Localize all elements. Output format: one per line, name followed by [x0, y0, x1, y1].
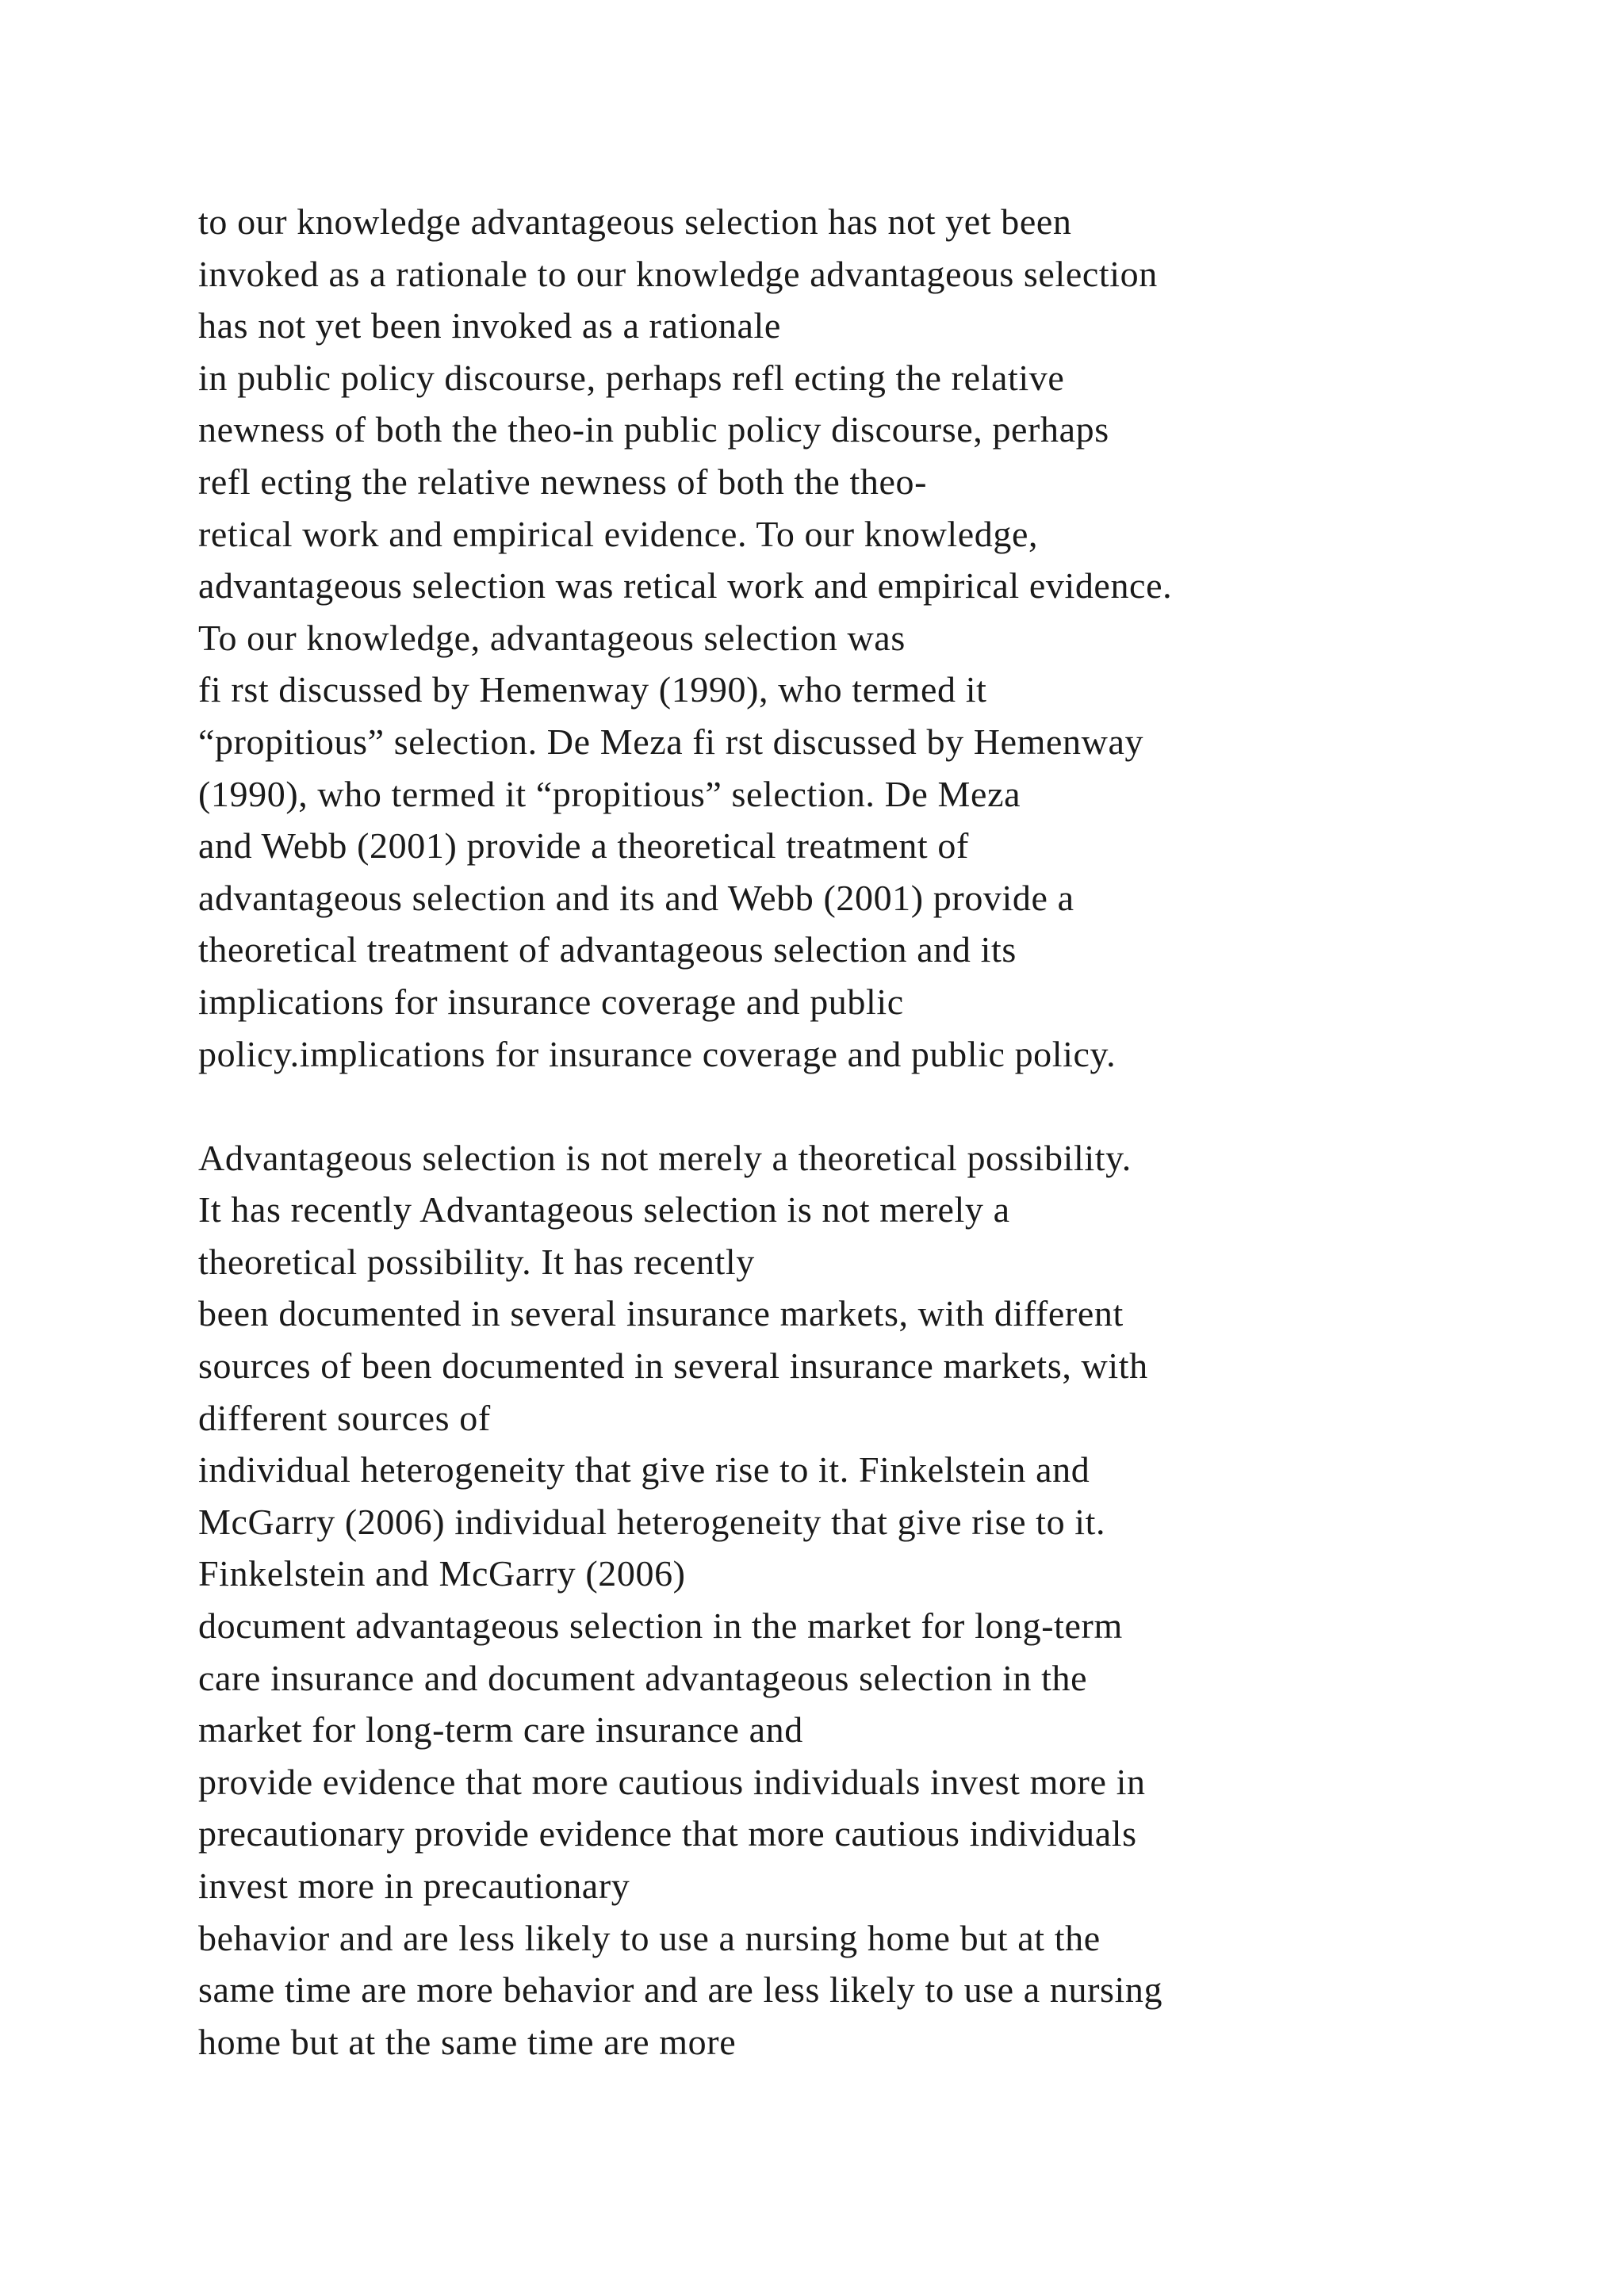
text-line: sources of been documented in several insurance markets, with — [198, 1345, 1148, 1387]
text-line: retical work and empirical evidence. To our knowledge, — [198, 513, 1039, 554]
text-line: Finkelstein and McGarry (2006) — [198, 1553, 686, 1594]
text-line: same time are more behavior and are less likely to use a nursing — [198, 1969, 1163, 2011]
paragraph-2 — [198, 1132, 1507, 2068]
paragraph-gap — [198, 1080, 1507, 1132]
paragraph-1 — [198, 196, 1507, 1080]
text-line: “propitious” selection. De Meza fi rst discussed by Hemenway — [198, 721, 1144, 762]
text-line: in public policy discourse, perhaps refl ecting the relative — [198, 357, 1065, 398]
text-line: precautionary provide evidence that more cautious individuals — [198, 1813, 1137, 1854]
text-line: McGarry (2006) individual heterogeneity that give rise to it. — [198, 1501, 1106, 1542]
text-line: behavior and are less likely to use a nursing home but at the — [198, 1917, 1101, 1958]
text-line: document advantageous selection in the market for long-term — [198, 1605, 1123, 1647]
text-line: newness of both the theo-in public policy discourse, perhaps — [198, 409, 1109, 450]
text-line: to our knowledge advantageous selection has not yet been — [198, 201, 1072, 242]
text-line: advantageous selection was retical work and empirical evidence. — [198, 565, 1173, 607]
text-line: theoretical treatment of advantageous selection and its — [198, 929, 1017, 970]
text-line: different sources of — [198, 1397, 491, 1438]
text-line: It has recently Advantageous selection is not merely a — [198, 1189, 1010, 1230]
text-line: provide evidence that more cautious individuals invest more in — [198, 1761, 1146, 1802]
text-line: invest more in precautionary — [198, 1866, 630, 1906]
text-line: (1990), who termed it “propitious” selection. De Meza — [198, 773, 1021, 814]
text-line: and Webb (2001) provide a theoretical treatment of — [198, 825, 969, 867]
text-line: has not yet been invoked as a rationale — [198, 305, 781, 346]
text-line: Advantageous selection is not merely a theoretical possibility. — [198, 1137, 1132, 1178]
text-line: refl ecting the relative newness of both the theo- — [198, 461, 928, 502]
text-line: policy.implications for insurance coverage and public policy. — [198, 1033, 1116, 1074]
text-line: advantageous selection and its and Webb (2001) provide a — [198, 877, 1074, 918]
text-line: To our knowledge, advantageous selection was — [198, 617, 906, 658]
text-line: theoretical possibility. It has recently — [198, 1241, 755, 1282]
document-body — [198, 196, 1507, 2068]
text-line: market for long-term care insurance and — [198, 1709, 803, 1751]
text-line: implications for insurance coverage and public — [198, 981, 904, 1022]
text-line: fi rst discussed by Hemenway (1990), who termed it — [198, 669, 987, 710]
text-line: invoked as a rationale to our knowledge advantageous selection — [198, 253, 1158, 294]
text-line: been documented in several insurance markets, with different — [198, 1293, 1124, 1334]
text-line: home but at the same time are more — [198, 2021, 737, 2062]
text-line: care insurance and document advantageous selection in the — [198, 1657, 1088, 1698]
text-line: individual heterogeneity that give rise to it. Finkelstein and — [198, 1449, 1090, 1490]
